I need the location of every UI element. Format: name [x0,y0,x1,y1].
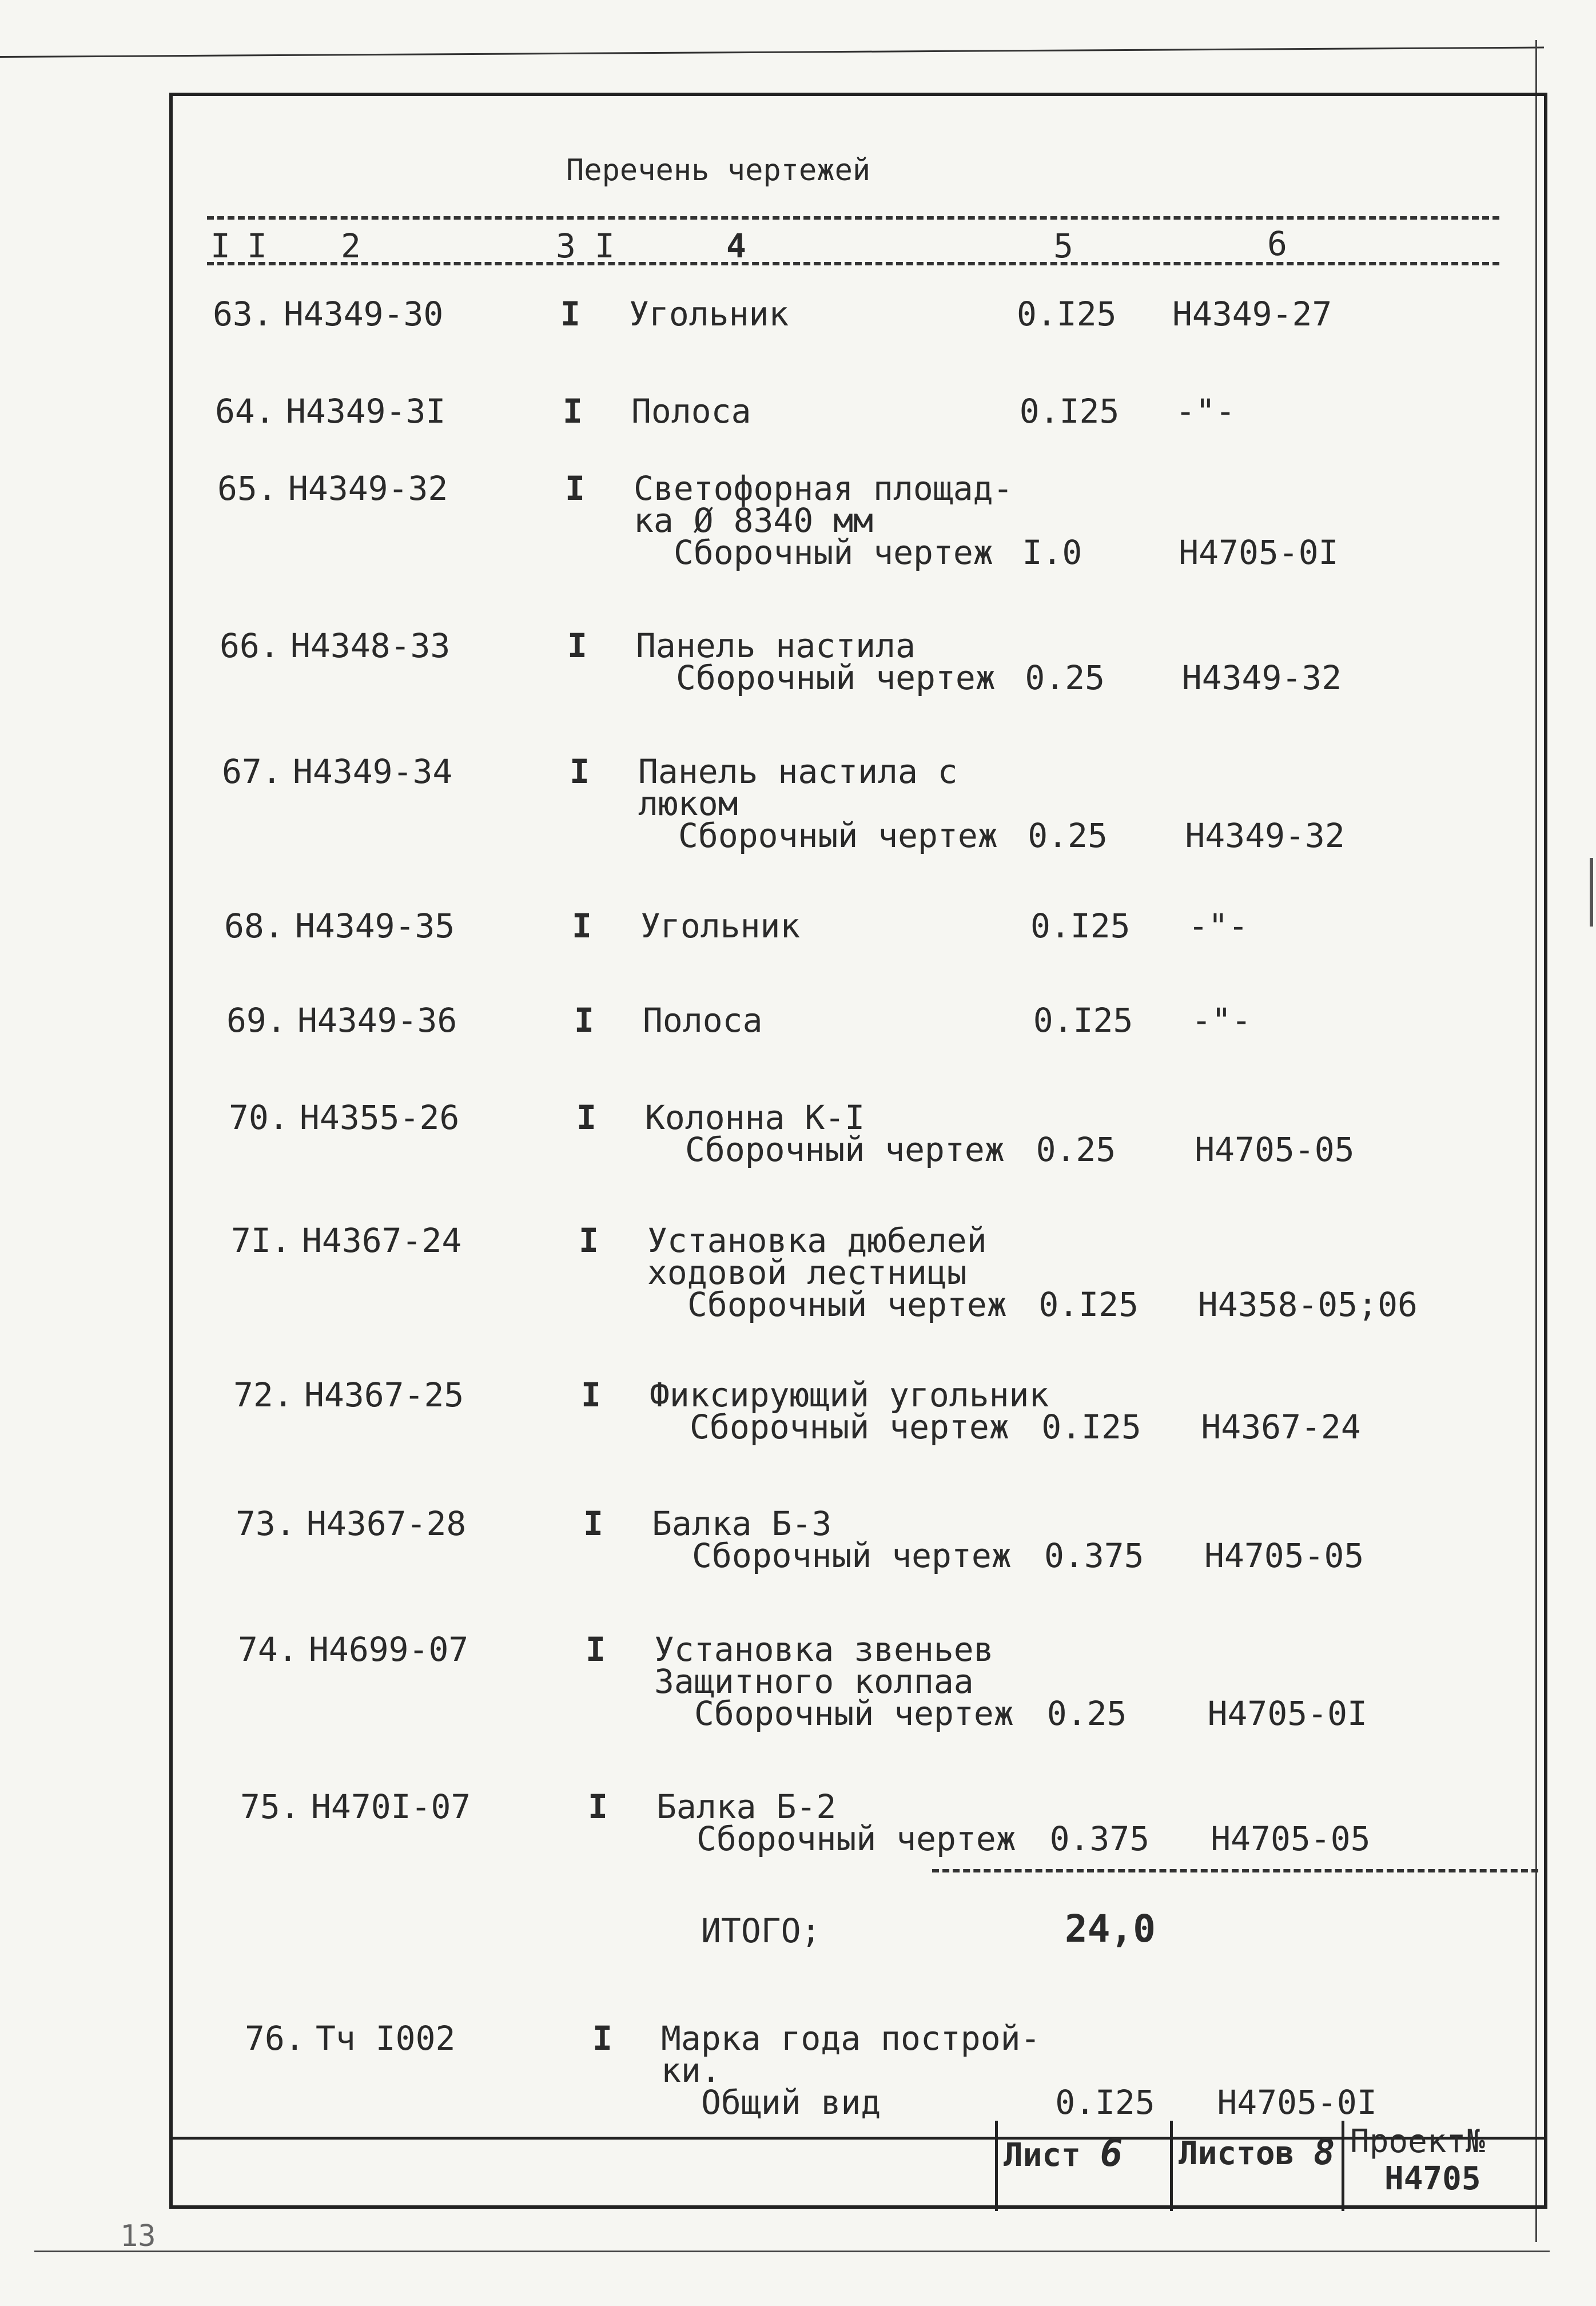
drawing-code: Н470I-07 [311,1787,471,1826]
outer-border-bottom [34,2251,1550,2252]
row-number: 74. [238,1630,298,1669]
drawing-name-line: Полоса [631,392,751,431]
drawing-name-line: Панель настила [636,626,916,665]
row-number: 67. [222,752,282,791]
drawing-name-line: Сборочный чертеж [685,1130,1005,1169]
drawing-name-line: люком [638,784,738,823]
drawing-code: Н4367-25 [304,1375,464,1414]
sheet-count: I [581,1375,601,1414]
row-number: 76. [245,2019,305,2058]
row-number: 73. [236,1504,296,1543]
sheets-label: Листов [1179,2135,1295,2172]
sheet-count: I [570,752,590,791]
reference-drawing: Н4367-24 [1201,1408,1361,1446]
drawing-name-line: ки. [661,2051,721,2090]
reference-drawing: Н4705-0I [1217,2083,1377,2122]
drawing-name-line: Сборочный чертеж [694,1694,1014,1733]
total-dash-line [932,1869,1538,1872]
drawing-code: Н4355-26 [300,1098,460,1137]
drawing-code: Н4367-24 [302,1221,462,1260]
reference-drawing: -"- [1191,1001,1252,1040]
drawing-name-line: Полоса [643,1001,763,1040]
reference-drawing: Н4705-05 [1204,1536,1364,1575]
drawing-name-line: Установка звеньев [654,1630,994,1669]
drawing-name-line: ка Ø 8340 мм [634,501,874,540]
sheet-count: I [574,1001,594,1040]
format-value: 0.I25 [1030,907,1131,945]
sheet-count: I [579,1221,599,1260]
format-value: 0.I25 [1017,295,1117,333]
drawing-name-line: Балка Б-3 [652,1504,832,1543]
col-header-4: 4 [726,226,746,265]
project-cell [1342,2121,1547,2211]
format-value: 0.375 [1049,1819,1150,1858]
project-value: Н4705 [1384,2160,1481,2197]
reference-drawing: Н4705-05 [1211,1819,1371,1858]
format-value: 0.25 [1028,816,1108,855]
format-value: 0.I25 [1041,1408,1141,1446]
format-value: 0.I25 [1055,2083,1155,2122]
drawing-name-line: Сборочный чертеж [676,658,996,697]
drawing-name-line: Колонна К-I [645,1098,865,1137]
margin-note: 13 [120,2219,156,2253]
col-header-2: 2 [341,226,361,265]
col-header-3b: I [595,226,615,265]
reference-drawing: Н4705-0I [1207,1694,1367,1733]
row-number: 72. [233,1375,293,1414]
drawing-code: Н4349-35 [295,907,455,945]
reference-drawing: Н4349-32 [1185,816,1345,855]
sheets-cell [1170,2121,1342,2211]
drawing-name-line: Фиксирующий угольник [650,1375,1049,1414]
drawing-name-line: Светофорная площад- [634,469,1013,508]
drawing-name-line: Балка Б-2 [656,1787,837,1826]
drawing-name-line: Установка дюбелей [647,1221,987,1260]
drawing-code: Н4348-33 [290,626,451,665]
col-header-1: I [210,226,230,265]
col-header-1b: I [247,226,267,265]
drawing-code: Н4349-34 [293,752,453,791]
format-value: 0.25 [1036,1130,1116,1169]
drawing-name-line: Сборочный чертеж [696,1819,1016,1858]
reference-drawing: Н4705-05 [1195,1130,1355,1169]
format-value: 0.I25 [1038,1285,1139,1324]
row-number: 63. [213,295,273,333]
sheet-value: 6 [1100,2131,1123,2175]
sheet-label: Лист [1004,2137,1081,2174]
total-value: 24,0 [1065,1907,1156,1951]
reference-drawing: Н4349-32 [1181,658,1342,697]
scan-edge-mark [1590,858,1593,927]
drawing-name-line: Панель настила с [638,752,958,791]
project-label: Проект№ [1350,2123,1486,2160]
drawing-code: Н4349-30 [284,295,444,333]
row-number: 75. [240,1787,300,1826]
sheet-count: I [592,2019,612,2058]
sheet-count: I [572,907,592,945]
drawing-name-line: Угольник [629,295,789,333]
drawing-name-line: Сборочный чертеж [674,533,993,572]
drawing-name-line: Сборочный чертеж [678,816,998,855]
sheet-count: I [586,1630,606,1669]
row-number: 65. [217,469,277,508]
row-number: 66. [220,626,280,665]
outer-border-top [0,47,1544,58]
drawing-code: Н4367-28 [307,1504,467,1543]
reference-drawing: -"- [1175,392,1236,431]
sheet-count: I [560,295,580,333]
drawing-name-line: Угольник [640,907,801,945]
sheet-count: I [565,469,585,508]
sheet-count: I [576,1098,596,1137]
sheet-cell [995,2121,1170,2211]
drawing-name-line: Защитного колпаа [654,1662,974,1701]
reference-drawing: Н4358-05;06 [1197,1285,1418,1324]
format-value: I.0 [1022,533,1082,572]
sheet-count: I [563,392,583,431]
col-header-6: 6 [1267,224,1287,263]
drawing-name-line: Марка года построй- [661,2019,1041,2058]
drawing-name-line: Сборочный чертеж [690,1408,1009,1446]
drawing-code: Н4349-3I [286,392,446,431]
drawing-code: Н4349-36 [297,1001,457,1040]
drawing-name-line: Сборочный чертеж [692,1536,1012,1575]
col-header-3: 3 [556,226,576,265]
format-value: 0.25 [1046,1694,1127,1733]
row-number: 7I. [231,1221,291,1260]
row-number: 68. [224,907,284,945]
sheet-count: I [588,1787,608,1826]
format-value: 0.I25 [1019,392,1120,431]
sheet-count: I [583,1504,603,1543]
drawing-code: Тч I002 [316,2019,456,2058]
reference-drawing: Н4705-0I [1179,533,1339,572]
format-value: 0.I25 [1033,1001,1133,1040]
sheet-count: I [567,626,587,665]
format-value: 0.375 [1044,1536,1144,1575]
drawing-name-line: ходовой лестницы [647,1253,967,1292]
drawing-code: Н4349-32 [288,469,448,508]
total-label: ИТОГО; [701,1911,821,1950]
row-number: 69. [226,1001,286,1040]
drawing-code: Н4699-07 [309,1630,469,1669]
title-block [995,2121,1547,2211]
format-value: 0.25 [1025,658,1105,697]
sheets-value: 8 [1314,2131,1335,2173]
header-bottom-dash [207,262,1499,265]
col-header-5: 5 [1053,226,1073,265]
header-top-dash [207,216,1499,220]
reference-drawing: -"- [1188,907,1248,945]
drawing-name-line: Сборочный чертеж [687,1285,1007,1324]
row-number: 70. [229,1098,289,1137]
page-title: Перечень чертежей [566,153,871,188]
drawing-name-line: Общий вид [701,2083,881,2122]
row-number: 64. [215,392,275,431]
reference-drawing: Н4349-27 [1172,295,1332,333]
